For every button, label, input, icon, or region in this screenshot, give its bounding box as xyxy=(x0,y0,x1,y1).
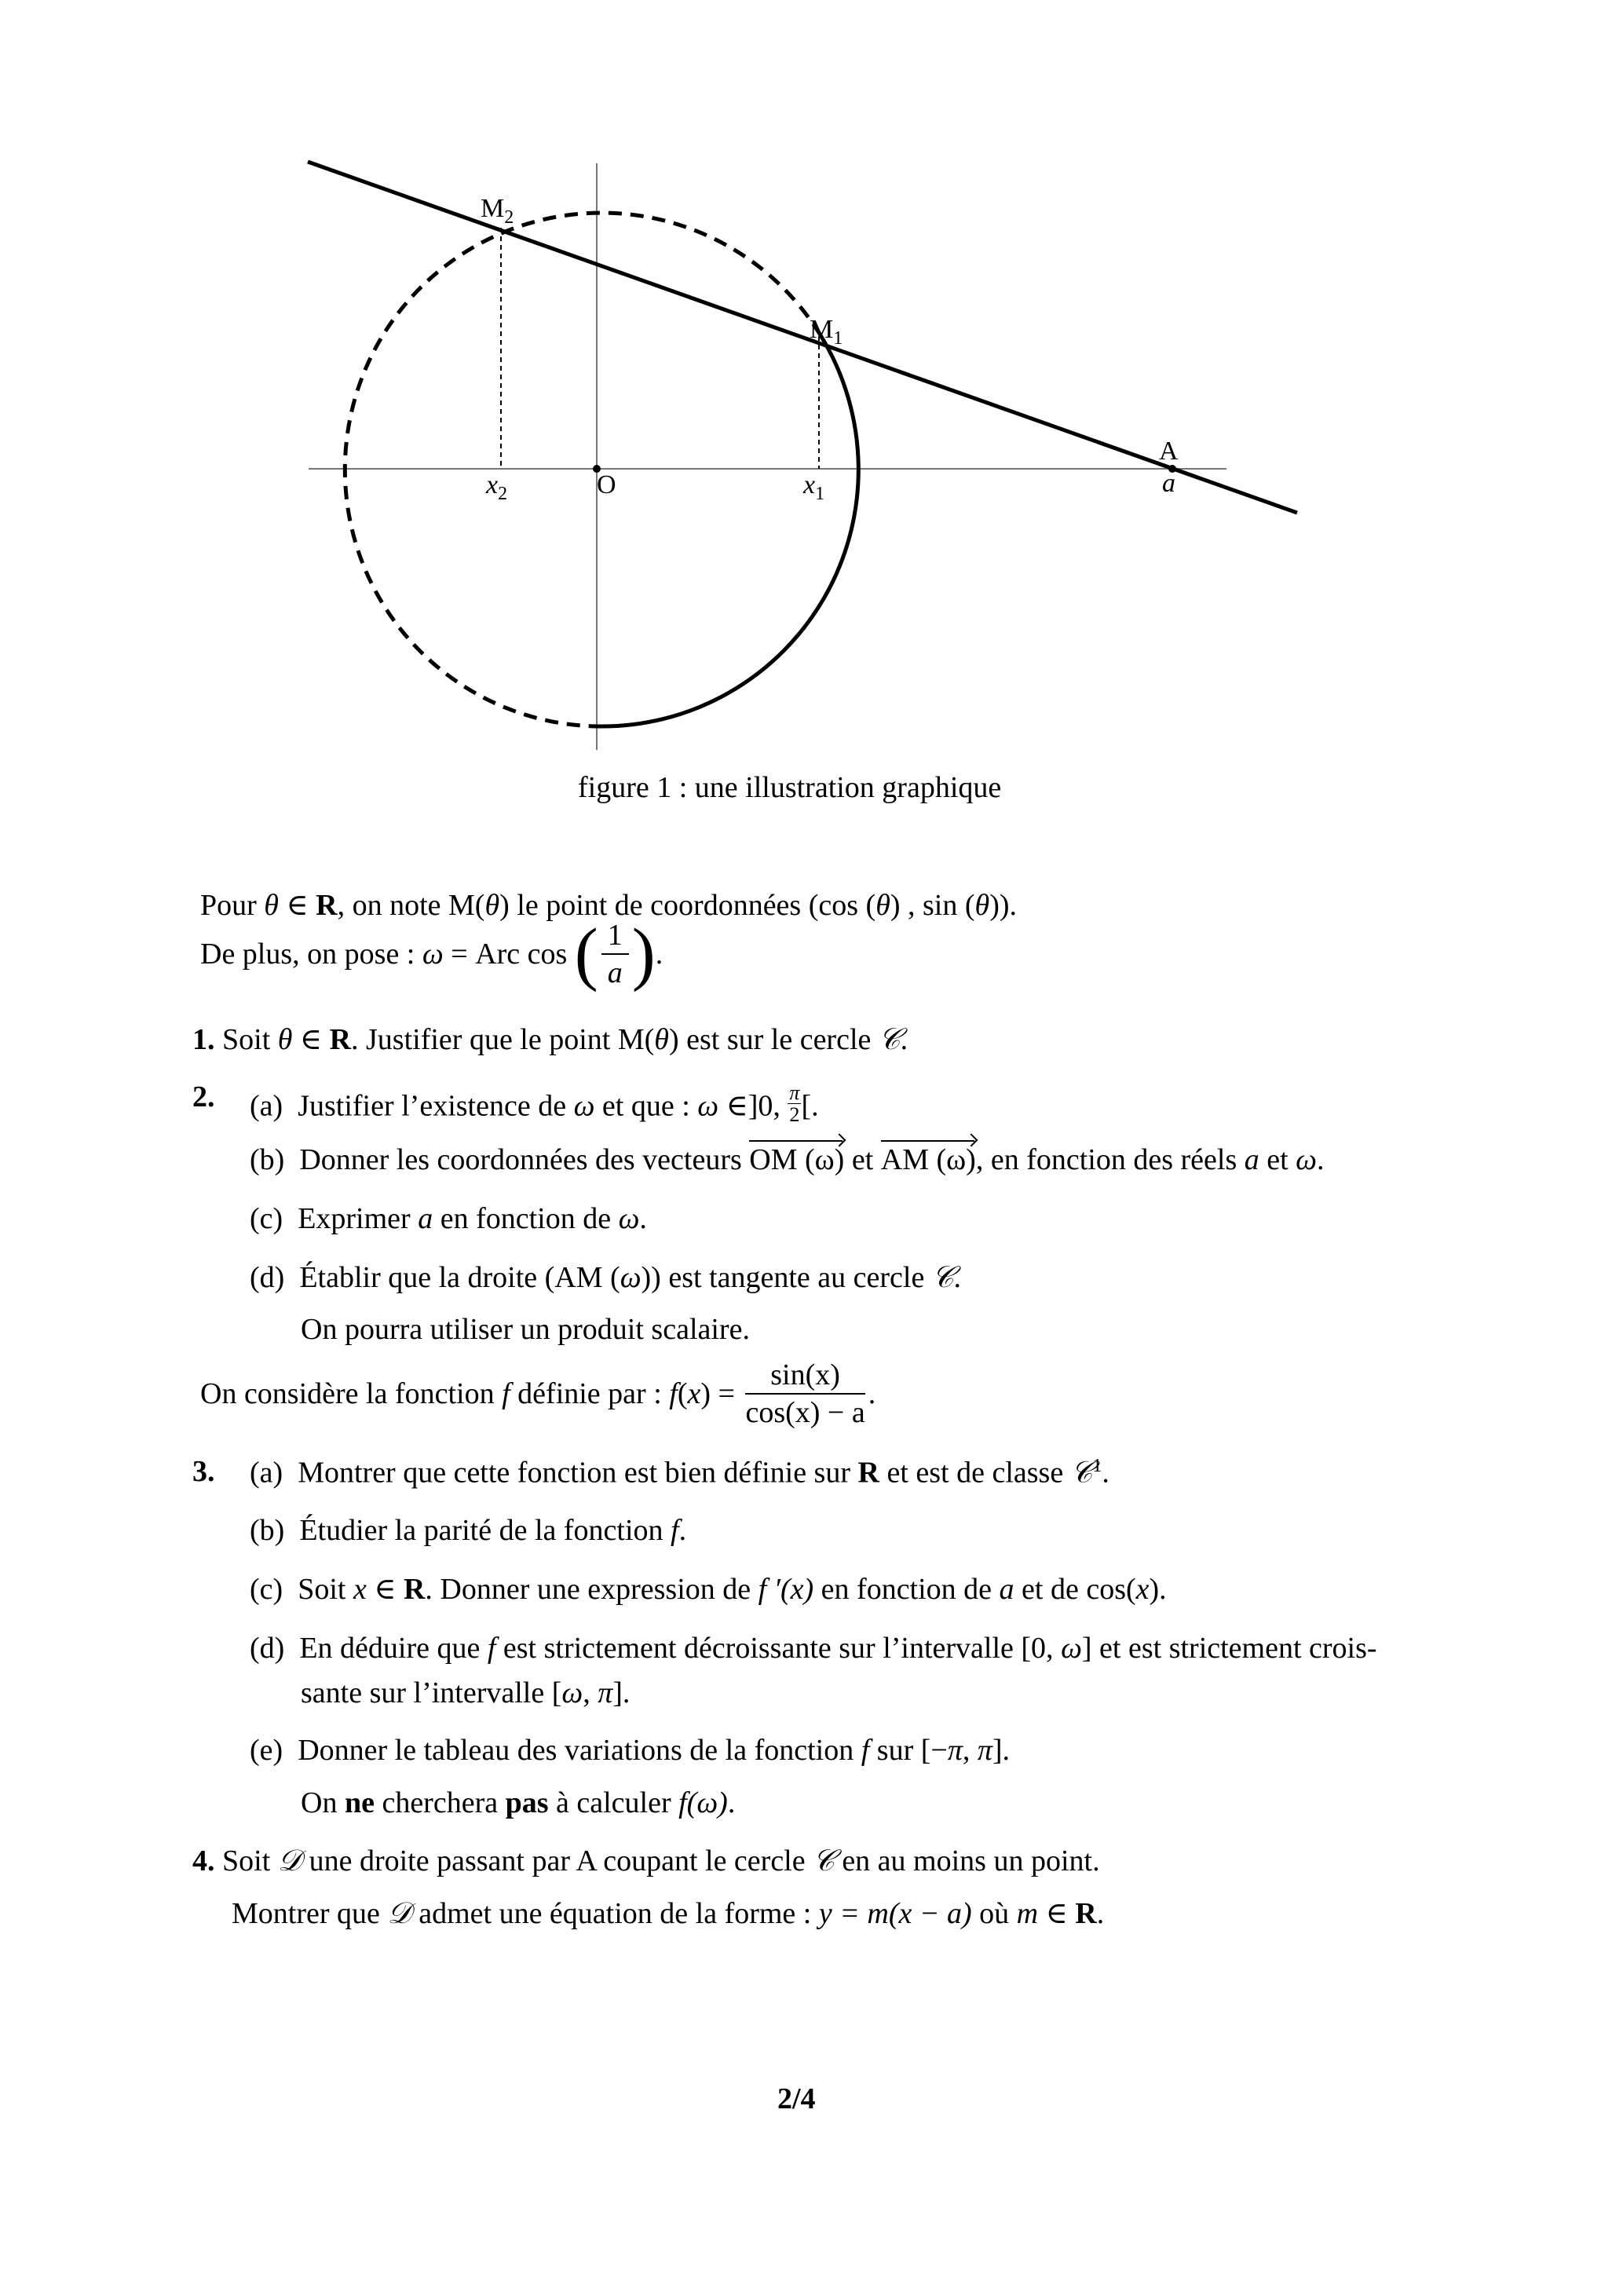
function-definition: On considère la fonction f définie par : f(x) = $\frac{\sin(x)}{\cos(x) - a}$ . xyxy=(200,1358,876,1429)
vector-am: AM (ω) xyxy=(880,1143,976,1176)
question-2d: (d) Établir que la droite (AM (ω)) est tangente au cercle 𝒞. xyxy=(250,1261,962,1294)
question-3e-line2: On ne cherchera pas à calculer f(ω). xyxy=(301,1786,736,1819)
label-x2: $x_2$ xyxy=(486,470,508,504)
question-3c: (c) Soit x ∈ R. Donner une expression de f ′(x) en fonction de a et de cos(x). xyxy=(250,1573,1167,1606)
question-3a: (a) Montrer que cette fonction est bien définie sur R et est de classe 𝒞$^1$. xyxy=(250,1456,1109,1490)
circle-solid-arc xyxy=(597,335,858,726)
intro-line-2: De plus, on pose : ω = Arc cos ( $\frac{1}{a}$ ). xyxy=(200,915,663,993)
page-number: 2/4 xyxy=(777,2082,816,2115)
question-2d-hint: On pourra utiliser un produit scalaire. xyxy=(301,1313,750,1346)
label-a: A xyxy=(1159,437,1179,466)
figure-1 xyxy=(0,0,1623,785)
question-3-number: 3. xyxy=(192,1455,215,1488)
question-2b: (b) Donner les coordonnées des vecteurs OM (ω) et AM (ω), en fonction des réels a et ω. xyxy=(250,1143,1325,1176)
question-2c: (c) Exprimer a en fonction de ω. xyxy=(250,1202,647,1235)
question-1: 1. Soit θ ∈ R. Justifier que le point M(θ) est sur le cercle 𝒞. xyxy=(192,1023,908,1056)
question-3b: (b) Étudier la parité de la fonction f. xyxy=(250,1514,687,1547)
vector-om: OM (ω) xyxy=(749,1143,845,1176)
question-2a: (a) Justifier l’existence de ω et que : ω ∈]0, $\frac{\pi}{2}$ [. xyxy=(250,1081,819,1127)
question-2-number: 2. xyxy=(192,1080,215,1113)
label-m2: $M_2$ xyxy=(481,194,514,228)
label-m1: $M_1$ xyxy=(810,315,843,349)
question-4-line2: Montrer que 𝒟 admet une équation de la forme : y = m(x − a) où m ∈ R. xyxy=(232,1897,1105,1930)
label-x1: $x_1$ xyxy=(803,470,825,504)
question-3d-line2: sante sur l’intervalle [ω, π]. xyxy=(301,1676,631,1709)
question-4: 4. Soit 𝒟 une droite passant par A coupant le cercle 𝒞 en au moins un point. xyxy=(192,1844,1100,1877)
question-3d: (d) En déduire que f est strictement décroissante sur l’intervalle [0, ω] et est strictement crois- xyxy=(250,1632,1377,1665)
question-3e: (e) Donner le tableau des variations de la fonction f sur [−π, π]. xyxy=(250,1734,1011,1767)
label-a-value: a xyxy=(1162,469,1175,498)
figure-caption: figure 1 : une illustration graphique xyxy=(578,771,1002,804)
circle-dashed-arc xyxy=(345,213,821,726)
label-o: O xyxy=(597,470,616,499)
secant-line xyxy=(308,162,1297,513)
intro-line-1: Pour θ ∈ R, on note M(θ) le point de coordonnées (cos (θ) , sin (θ)). xyxy=(200,889,1017,922)
